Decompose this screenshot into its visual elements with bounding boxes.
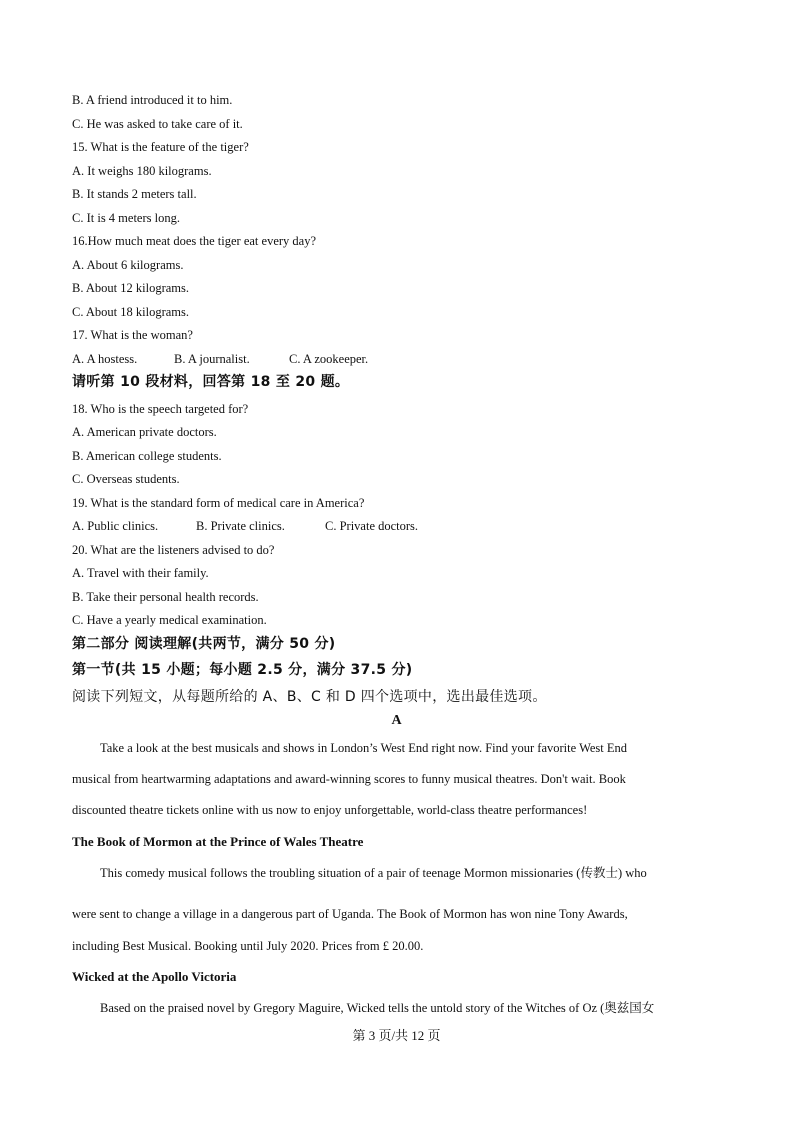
q16-question: 16.How much meat does the tiger eat every day? [72, 234, 317, 248]
q19-option-b: B. Private clinics. [196, 519, 285, 533]
reading-instruction: 阅读下列短文，从每题所给的 A、B、C 和 D 四个选项中，选出最佳选项。 [72, 689, 547, 705]
q14-option-b: B. A friend introduced it to him. [72, 93, 233, 107]
q17-question: 17. What is the woman? [72, 328, 193, 342]
passage-intro-line-3: discounted theatre tickets online with us now to enjoy unforgettable, world-class theatre performances! [72, 803, 588, 817]
show2-title: Wicked at the Apollo Victoria [72, 969, 237, 984]
q17-option-a: A. A hostess. [72, 352, 138, 366]
section10-instruction: 请听第 10 段材料，回答第 18 至 20 题。 [72, 374, 350, 390]
q18-option-c: C. Overseas students. [72, 472, 180, 486]
q17-option-b: B. A journalist. [174, 352, 250, 366]
passage-label: A [391, 713, 402, 728]
q15-option-b: B. It stands 2 meters tall. [72, 187, 197, 201]
q19-option-c: C. Private doctors. [325, 519, 419, 533]
passage-intro-line-1: Take a look at the best musicals and shows in London’s West End right now. Find your favorite West End [100, 741, 628, 755]
show1-line-3: including Best Musical. Booking until July 2020. Prices from £ 20.00. [72, 939, 424, 953]
q18-option-a: A. American private doctors. [72, 425, 217, 439]
q16-option-b: B. About 12 kilograms. [72, 281, 190, 295]
q18-question: 18. Who is the speech targeted for? [72, 402, 249, 416]
show1-title: The Book of Mormon at the Prince of Wales Theatre [72, 834, 364, 849]
q15-option-a: A. It weighs 180 kilograms. [72, 164, 212, 178]
page-number: 第 3 页/共 12 页 [352, 1028, 441, 1043]
q19-option-a: A. Public clinics. [72, 519, 159, 533]
show1-line-2: were sent to change a village in a dangerous part of Uganda. The Book of Mormon has won nine Tony Awards, [72, 907, 628, 921]
q20-option-a: A. Travel with their family. [72, 566, 209, 580]
q20-option-c: C. Have a yearly medical examination. [72, 613, 267, 627]
q15-question: 15. What is the feature of the tiger? [72, 140, 249, 154]
q20-question: 20. What are the listeners advised to do? [72, 543, 275, 557]
part2-title: 第二部分 阅读理解(共两节，满分 50 分) [72, 636, 336, 652]
q16-option-c: C. About 18 kilograms. [72, 305, 190, 319]
q15-option-c: C. It is 4 meters long. [72, 211, 180, 225]
q14-option-c: C. He was asked to take care of it. [72, 117, 243, 131]
q16-option-a: A. About 6 kilograms. [72, 258, 184, 272]
q20-option-b: B. Take their personal health records. [72, 590, 259, 604]
passage-intro-line-2: musical from heartwarming adaptations and award-winning scores to funny musical theatres. Don't wait. Book [72, 772, 626, 786]
show1-line-1: This comedy musical follows the troubling situation of a pair of teenage Mormon missionaries (传教士) who [100, 866, 647, 880]
q19-question: 19. What is the standard form of medical care in America? [72, 496, 365, 510]
section1-title: 第一节(共 15 小题；每小题 2.5 分，满分 37.5 分) [72, 662, 413, 678]
q17-options [72, 351, 368, 367]
show2-line-1: Based on the praised novel by Gregory Maguire, Wicked tells the untold story of the Witches of Oz (奥兹国女 [100, 1001, 655, 1015]
q18-option-b: B. American college students. [72, 449, 222, 463]
q19-options [72, 518, 418, 534]
q17-option-c: C. A zookeeper. [289, 352, 369, 366]
